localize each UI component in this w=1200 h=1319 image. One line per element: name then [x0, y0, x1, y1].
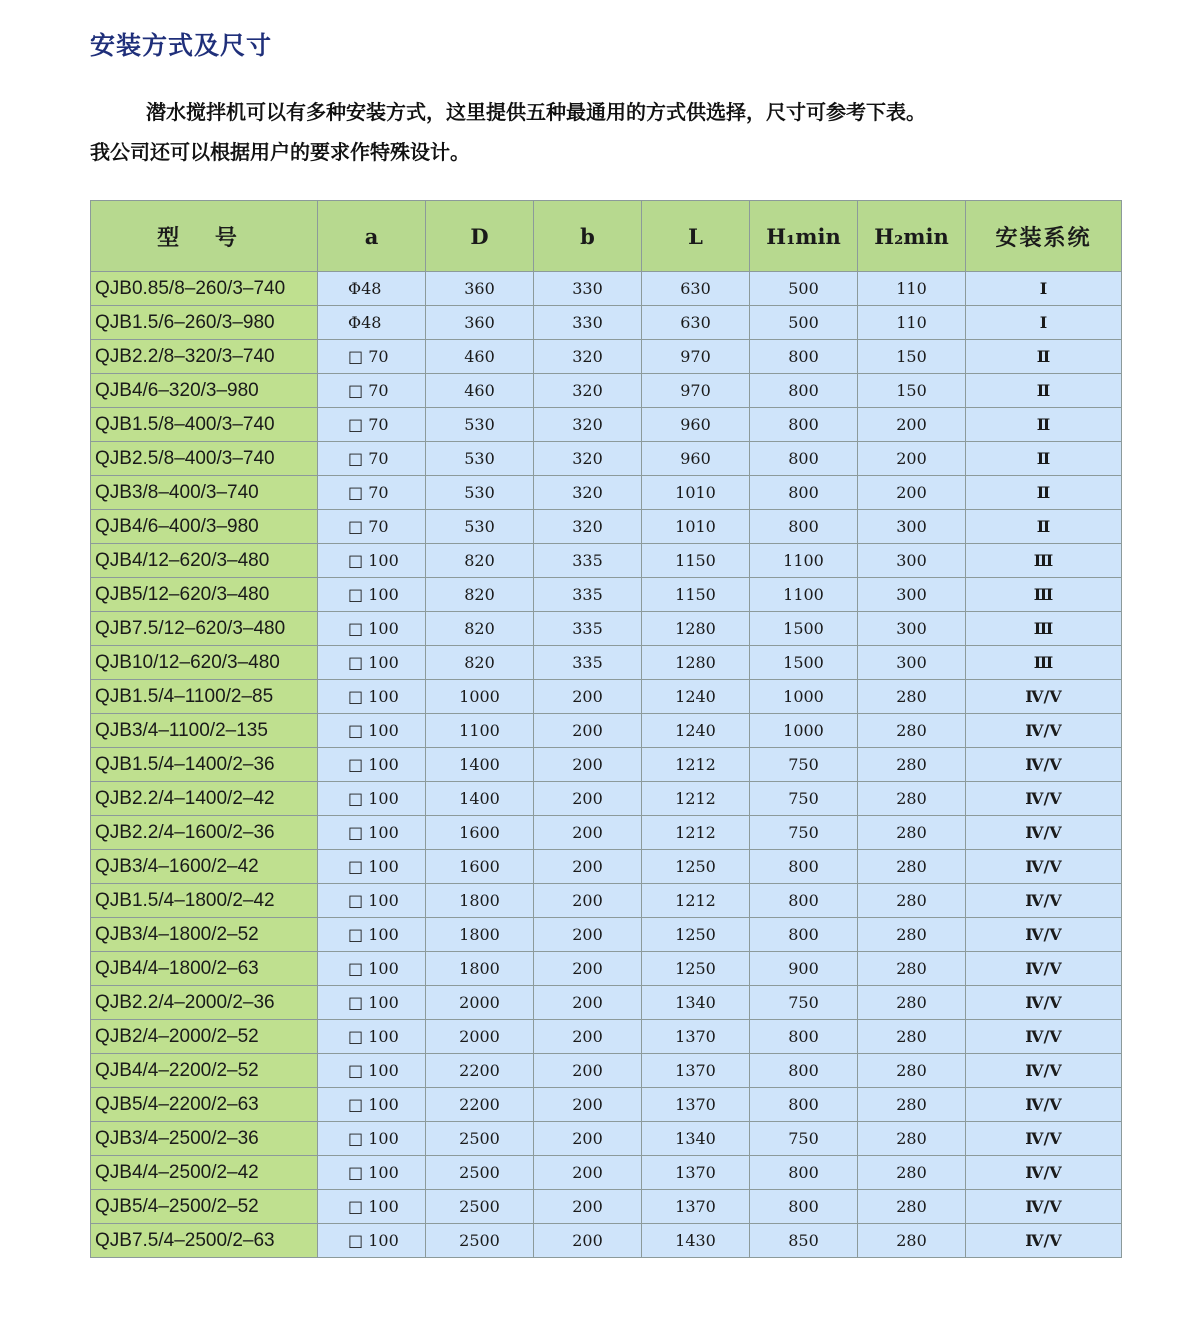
model-cell: QJB5/4–2500/2–52: [91, 1190, 318, 1224]
model-cell: QJB3/8–400/3–740: [91, 476, 318, 510]
b-cell: 200: [534, 952, 642, 986]
model-cell: QJB7.5/4–2500/2–63: [91, 1224, 318, 1258]
model-cell: QJB3/4–2500/2–36: [91, 1122, 318, 1156]
installation-system-cell: Ⅳ/Ⅴ: [966, 782, 1122, 816]
model-cell: QJB2/4–2000/2–52: [91, 1020, 318, 1054]
a-cell: □ 100: [318, 1054, 426, 1088]
l-cell: 1280: [642, 646, 750, 680]
table-row: [91, 510, 1122, 544]
l-cell: 1250: [642, 850, 750, 884]
h1min-cell: 800: [750, 1054, 858, 1088]
a-cell: Φ48: [318, 306, 426, 340]
installation-system-cell: Ⅳ/Ⅴ: [966, 680, 1122, 714]
table-row: [91, 1054, 1122, 1088]
table-row: [91, 476, 1122, 510]
installation-system-cell: Ⅳ/Ⅴ: [966, 1020, 1122, 1054]
model-cell: QJB1.5/8–400/3–740: [91, 408, 318, 442]
a-cell: □ 70: [318, 476, 426, 510]
h1min-cell: 800: [750, 1088, 858, 1122]
installation-system-cell: Ⅲ: [966, 612, 1122, 646]
l-cell: 630: [642, 306, 750, 340]
installation-system-cell: Ⅳ/Ⅴ: [966, 1088, 1122, 1122]
intro-line-1: 潜水搅拌机可以有多种安装方式，这里提供五种最通用的方式供选择，尺寸可参考下表。: [146, 100, 926, 124]
table-row: [91, 816, 1122, 850]
d-cell: 2500: [426, 1156, 534, 1190]
table-row: [91, 646, 1122, 680]
h1min-cell: 750: [750, 782, 858, 816]
d-cell: 2000: [426, 986, 534, 1020]
d-cell: 1100: [426, 714, 534, 748]
model-cell: QJB2.2/4–2000/2–36: [91, 986, 318, 1020]
d-cell: 2200: [426, 1054, 534, 1088]
installation-system-cell: Ⅳ/Ⅴ: [966, 748, 1122, 782]
b-cell: 200: [534, 1122, 642, 1156]
model-cell: QJB1.5/4–1100/2–85: [91, 680, 318, 714]
h2min-cell: 280: [858, 1020, 966, 1054]
installation-system-cell: Ⅲ: [966, 578, 1122, 612]
model-cell: QJB4/4–2200/2–52: [91, 1054, 318, 1088]
table-row: [91, 850, 1122, 884]
h2min-cell: 300: [858, 646, 966, 680]
installation-system-cell: Ⅳ/Ⅴ: [966, 986, 1122, 1020]
d-cell: 2500: [426, 1122, 534, 1156]
b-cell: 330: [534, 272, 642, 306]
model-cell: QJB1.5/4–1800/2–42: [91, 884, 318, 918]
a-cell: □ 70: [318, 510, 426, 544]
a-cell: □ 100: [318, 816, 426, 850]
installation-system-cell: Ⅳ/Ⅴ: [966, 918, 1122, 952]
installation-system-cell: Ⅱ: [966, 340, 1122, 374]
d-cell: 2200: [426, 1088, 534, 1122]
h1min-cell: 800: [750, 408, 858, 442]
l-cell: 1212: [642, 782, 750, 816]
b-cell: 320: [534, 510, 642, 544]
a-cell: □ 100: [318, 1156, 426, 1190]
l-cell: 960: [642, 408, 750, 442]
model-cell: QJB1.5/4–1400/2–36: [91, 748, 318, 782]
h2min-cell: 200: [858, 442, 966, 476]
table-row: [91, 1156, 1122, 1190]
h1min-cell: 800: [750, 918, 858, 952]
installation-dimensions-table: [90, 200, 1122, 1258]
d-cell: 360: [426, 272, 534, 306]
a-cell: □ 100: [318, 646, 426, 680]
table-row: [91, 1122, 1122, 1156]
h1min-cell: 1500: [750, 646, 858, 680]
table-body: [91, 272, 1122, 1258]
h1min-cell: 750: [750, 816, 858, 850]
b-cell: 335: [534, 544, 642, 578]
b-cell: 200: [534, 748, 642, 782]
model-cell: QJB3/4–1800/2–52: [91, 918, 318, 952]
installation-system-cell: Ⅳ/Ⅴ: [966, 1190, 1122, 1224]
l-cell: 1010: [642, 476, 750, 510]
b-cell: 200: [534, 1020, 642, 1054]
b-cell: 200: [534, 714, 642, 748]
l-cell: 1340: [642, 1122, 750, 1156]
model-cell: QJB0.85/8–260/3–740: [91, 272, 318, 306]
d-cell: 820: [426, 544, 534, 578]
table-row: [91, 408, 1122, 442]
installation-system-cell: Ⅱ: [966, 374, 1122, 408]
model-cell: QJB5/12–620/3–480: [91, 578, 318, 612]
d-cell: 360: [426, 306, 534, 340]
header-b: b: [534, 201, 642, 272]
h2min-cell: 280: [858, 1088, 966, 1122]
l-cell: 970: [642, 374, 750, 408]
table-row: [91, 1088, 1122, 1122]
a-cell: □ 100: [318, 952, 426, 986]
b-cell: 200: [534, 918, 642, 952]
installation-system-cell: Ⅲ: [966, 646, 1122, 680]
b-cell: 320: [534, 442, 642, 476]
table-row: [91, 952, 1122, 986]
h2min-cell: 300: [858, 578, 966, 612]
installation-system-cell: Ⅱ: [966, 442, 1122, 476]
d-cell: 1000: [426, 680, 534, 714]
a-cell: □ 100: [318, 1088, 426, 1122]
table-row: [91, 1190, 1122, 1224]
l-cell: 970: [642, 340, 750, 374]
header-a: a: [318, 201, 426, 272]
h2min-cell: 280: [858, 1224, 966, 1258]
intro-paragraph: [90, 92, 1150, 172]
table-row: [91, 306, 1122, 340]
h1min-cell: 1000: [750, 680, 858, 714]
h1min-cell: 800: [750, 1190, 858, 1224]
table-row: [91, 714, 1122, 748]
l-cell: 1240: [642, 714, 750, 748]
h1min-cell: 750: [750, 748, 858, 782]
model-cell: QJB7.5/12–620/3–480: [91, 612, 318, 646]
installation-system-cell: Ⅳ/Ⅴ: [966, 952, 1122, 986]
a-cell: □ 100: [318, 986, 426, 1020]
l-cell: 1150: [642, 578, 750, 612]
b-cell: 200: [534, 850, 642, 884]
b-cell: 200: [534, 1224, 642, 1258]
a-cell: □ 70: [318, 340, 426, 374]
model-cell: QJB10/12–620/3–480: [91, 646, 318, 680]
a-cell: □ 70: [318, 408, 426, 442]
table-row: [91, 680, 1122, 714]
a-cell: □ 100: [318, 884, 426, 918]
a-cell: □ 100: [318, 578, 426, 612]
table-row: [91, 748, 1122, 782]
d-cell: 820: [426, 578, 534, 612]
h1min-cell: 800: [750, 374, 858, 408]
b-cell: 200: [534, 1088, 642, 1122]
b-cell: 200: [534, 1190, 642, 1224]
header-model: 型 号: [91, 201, 318, 272]
a-cell: □ 100: [318, 748, 426, 782]
l-cell: 1430: [642, 1224, 750, 1258]
a-cell: □ 100: [318, 680, 426, 714]
l-cell: 1150: [642, 544, 750, 578]
h2min-cell: 280: [858, 952, 966, 986]
a-cell: □ 70: [318, 442, 426, 476]
model-cell: QJB4/6–320/3–980: [91, 374, 318, 408]
h2min-cell: 280: [858, 918, 966, 952]
table-row: [91, 1020, 1122, 1054]
model-cell: QJB5/4–2200/2–63: [91, 1088, 318, 1122]
h2min-cell: 280: [858, 714, 966, 748]
a-cell: □ 100: [318, 850, 426, 884]
l-cell: 1240: [642, 680, 750, 714]
l-cell: 1370: [642, 1054, 750, 1088]
model-cell: QJB2.5/8–400/3–740: [91, 442, 318, 476]
model-cell: QJB4/4–1800/2–63: [91, 952, 318, 986]
l-cell: 1212: [642, 884, 750, 918]
l-cell: 630: [642, 272, 750, 306]
h1min-cell: 800: [750, 510, 858, 544]
b-cell: 200: [534, 1054, 642, 1088]
h2min-cell: 280: [858, 850, 966, 884]
l-cell: 1340: [642, 986, 750, 1020]
l-cell: 1370: [642, 1088, 750, 1122]
l-cell: 1370: [642, 1156, 750, 1190]
l-cell: 1250: [642, 952, 750, 986]
h2min-cell: 280: [858, 816, 966, 850]
h1min-cell: 1000: [750, 714, 858, 748]
h1min-cell: 800: [750, 884, 858, 918]
b-cell: 200: [534, 986, 642, 1020]
b-cell: 330: [534, 306, 642, 340]
h2min-cell: 110: [858, 272, 966, 306]
l-cell: 1370: [642, 1020, 750, 1054]
h1min-cell: 800: [750, 850, 858, 884]
a-cell: □ 70: [318, 374, 426, 408]
h1min-cell: 750: [750, 1122, 858, 1156]
l-cell: 1212: [642, 748, 750, 782]
table-row: [91, 1224, 1122, 1258]
a-cell: Φ48: [318, 272, 426, 306]
h1min-cell: 800: [750, 340, 858, 374]
h1min-cell: 500: [750, 272, 858, 306]
b-cell: 200: [534, 884, 642, 918]
d-cell: 1600: [426, 816, 534, 850]
model-cell: QJB4/6–400/3–980: [91, 510, 318, 544]
table-row: [91, 884, 1122, 918]
h2min-cell: 280: [858, 1054, 966, 1088]
h1min-cell: 900: [750, 952, 858, 986]
h2min-cell: 300: [858, 510, 966, 544]
l-cell: 1280: [642, 612, 750, 646]
a-cell: □ 100: [318, 1224, 426, 1258]
model-cell: QJB1.5/6–260/3–980: [91, 306, 318, 340]
h2min-cell: 110: [858, 306, 966, 340]
installation-system-cell: Ⅳ/Ⅴ: [966, 1224, 1122, 1258]
model-cell: QJB2.2/4–1400/2–42: [91, 782, 318, 816]
table-row: [91, 544, 1122, 578]
d-cell: 1800: [426, 884, 534, 918]
installation-system-cell: Ⅲ: [966, 544, 1122, 578]
h2min-cell: 280: [858, 1122, 966, 1156]
a-cell: □ 100: [318, 612, 426, 646]
a-cell: □ 100: [318, 714, 426, 748]
h1min-cell: 1100: [750, 544, 858, 578]
h1min-cell: 750: [750, 986, 858, 1020]
table-row: [91, 578, 1122, 612]
installation-system-cell: Ⅱ: [966, 408, 1122, 442]
model-cell: QJB2.2/4–1600/2–36: [91, 816, 318, 850]
table-header-row: [91, 201, 1122, 272]
b-cell: 200: [534, 816, 642, 850]
d-cell: 530: [426, 442, 534, 476]
l-cell: 1370: [642, 1190, 750, 1224]
h2min-cell: 280: [858, 884, 966, 918]
table-row: [91, 782, 1122, 816]
table-row: [91, 442, 1122, 476]
d-cell: 2500: [426, 1224, 534, 1258]
h2min-cell: 280: [858, 782, 966, 816]
d-cell: 1600: [426, 850, 534, 884]
d-cell: 1400: [426, 782, 534, 816]
h2min-cell: 280: [858, 748, 966, 782]
table-row: [91, 612, 1122, 646]
h2min-cell: 280: [858, 986, 966, 1020]
a-cell: □ 100: [318, 544, 426, 578]
a-cell: □ 100: [318, 1190, 426, 1224]
l-cell: 1010: [642, 510, 750, 544]
d-cell: 530: [426, 408, 534, 442]
table-row: [91, 374, 1122, 408]
installation-system-cell: Ⅳ/Ⅴ: [966, 714, 1122, 748]
a-cell: □ 100: [318, 1122, 426, 1156]
header-h2min: H₂min: [858, 201, 966, 272]
installation-system-cell: Ⅰ: [966, 306, 1122, 340]
model-cell: QJB3/4–1600/2–42: [91, 850, 318, 884]
l-cell: 1250: [642, 918, 750, 952]
installation-system-cell: Ⅰ: [966, 272, 1122, 306]
h1min-cell: 1100: [750, 578, 858, 612]
h2min-cell: 200: [858, 476, 966, 510]
h2min-cell: 300: [858, 612, 966, 646]
installation-system-cell: Ⅳ/Ⅴ: [966, 1054, 1122, 1088]
header-installation-system: 安装系统: [966, 201, 1122, 272]
h1min-cell: 800: [750, 476, 858, 510]
installation-system-cell: Ⅳ/Ⅴ: [966, 816, 1122, 850]
h2min-cell: 280: [858, 1190, 966, 1224]
model-cell: QJB2.2/8–320/3–740: [91, 340, 318, 374]
installation-system-cell: Ⅳ/Ⅴ: [966, 1122, 1122, 1156]
b-cell: 320: [534, 340, 642, 374]
a-cell: □ 100: [318, 918, 426, 952]
h2min-cell: 150: [858, 374, 966, 408]
installation-system-cell: Ⅳ/Ⅴ: [966, 1156, 1122, 1190]
installation-system-cell: Ⅱ: [966, 476, 1122, 510]
d-cell: 530: [426, 476, 534, 510]
h1min-cell: 800: [750, 1020, 858, 1054]
d-cell: 820: [426, 612, 534, 646]
b-cell: 200: [534, 680, 642, 714]
h1min-cell: 1500: [750, 612, 858, 646]
header-d: D: [426, 201, 534, 272]
d-cell: 1800: [426, 952, 534, 986]
model-cell: QJB4/12–620/3–480: [91, 544, 318, 578]
installation-system-cell: Ⅱ: [966, 510, 1122, 544]
model-cell: QJB4/4–2500/2–42: [91, 1156, 318, 1190]
b-cell: 335: [534, 612, 642, 646]
model-cell: QJB3/4–1100/2–135: [91, 714, 318, 748]
installation-system-cell: Ⅳ/Ⅴ: [966, 884, 1122, 918]
header-h1min: H₁min: [750, 201, 858, 272]
h1min-cell: 800: [750, 442, 858, 476]
installation-system-cell: Ⅳ/Ⅴ: [966, 850, 1122, 884]
h2min-cell: 200: [858, 408, 966, 442]
intro-line-2: 我公司还可以根据用户的要求作特殊设计。: [90, 140, 470, 164]
page-title: 安装方式及尺寸: [90, 31, 273, 60]
h1min-cell: 800: [750, 1156, 858, 1190]
h1min-cell: 850: [750, 1224, 858, 1258]
h2min-cell: 150: [858, 340, 966, 374]
d-cell: 2000: [426, 1020, 534, 1054]
d-cell: 460: [426, 340, 534, 374]
d-cell: 2500: [426, 1190, 534, 1224]
h2min-cell: 280: [858, 1156, 966, 1190]
d-cell: 1800: [426, 918, 534, 952]
a-cell: □ 100: [318, 1020, 426, 1054]
a-cell: □ 100: [318, 782, 426, 816]
d-cell: 530: [426, 510, 534, 544]
h2min-cell: 300: [858, 544, 966, 578]
b-cell: 320: [534, 408, 642, 442]
b-cell: 335: [534, 578, 642, 612]
b-cell: 320: [534, 476, 642, 510]
table-row: [91, 986, 1122, 1020]
d-cell: 460: [426, 374, 534, 408]
b-cell: 320: [534, 374, 642, 408]
h1min-cell: 500: [750, 306, 858, 340]
table-row: [91, 272, 1122, 306]
b-cell: 200: [534, 782, 642, 816]
b-cell: 335: [534, 646, 642, 680]
table-row: [91, 918, 1122, 952]
h2min-cell: 280: [858, 680, 966, 714]
table-row: [91, 340, 1122, 374]
b-cell: 200: [534, 1156, 642, 1190]
d-cell: 820: [426, 646, 534, 680]
l-cell: 960: [642, 442, 750, 476]
l-cell: 1212: [642, 816, 750, 850]
d-cell: 1400: [426, 748, 534, 782]
header-l: L: [642, 201, 750, 272]
